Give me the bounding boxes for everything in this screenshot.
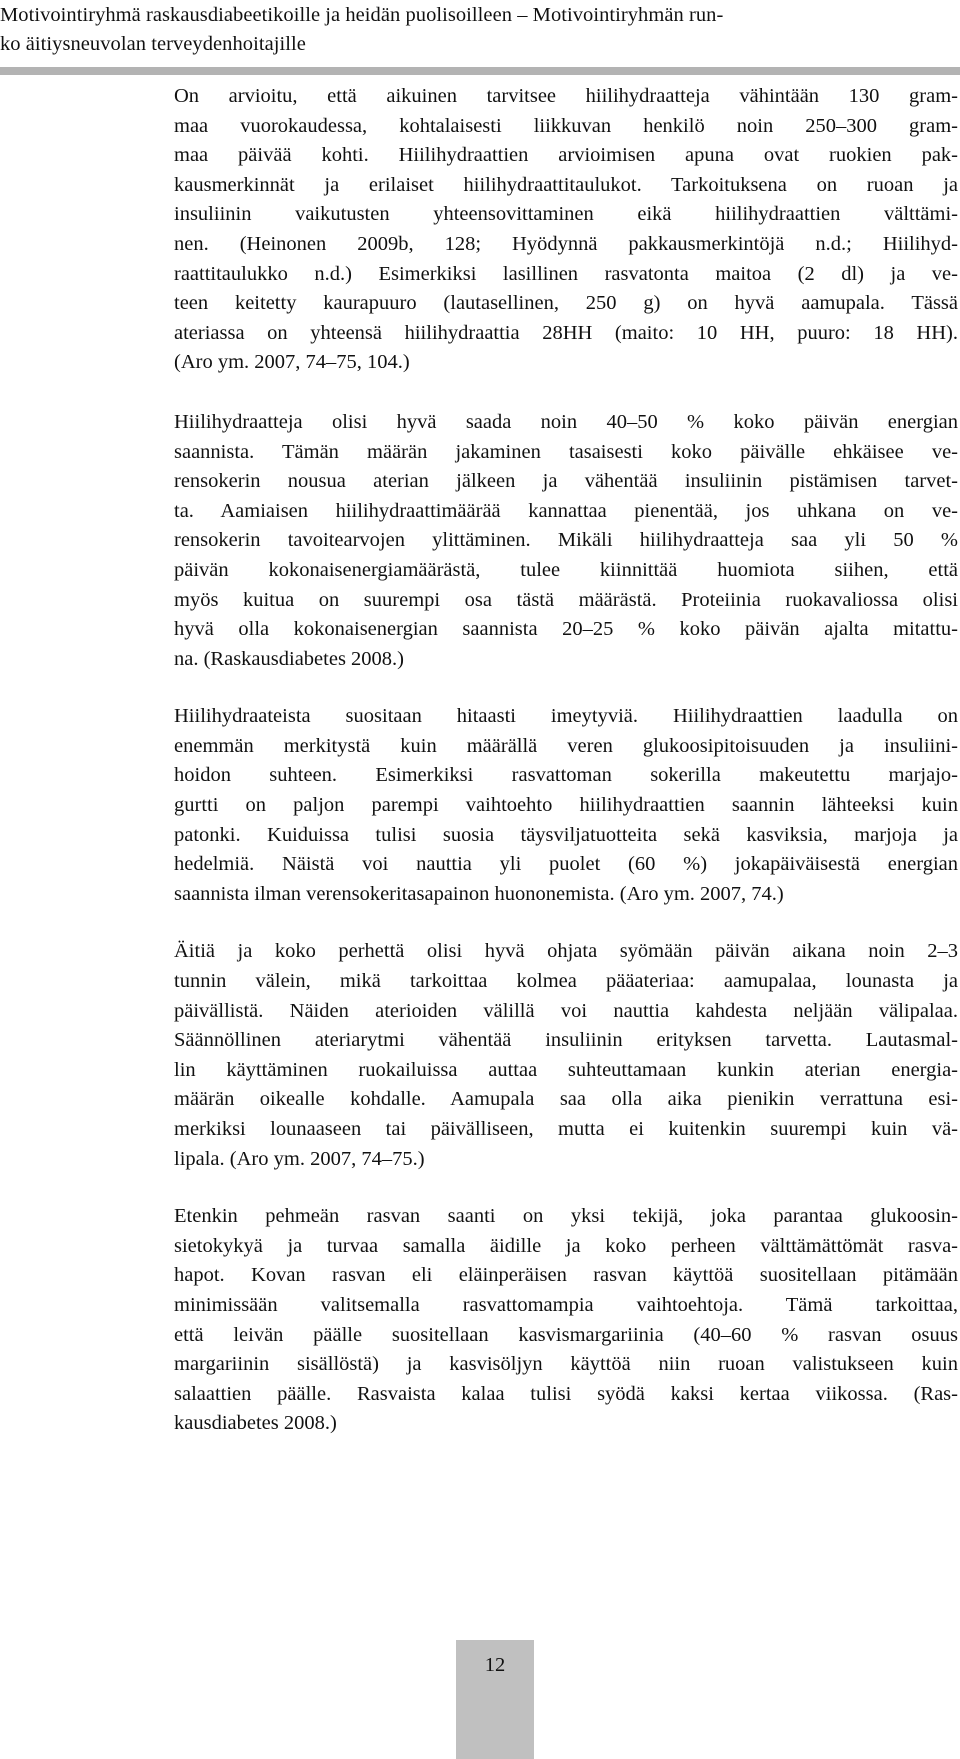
paragraph-line: myös kuitua on suurempi osa tästä määrästä. Proteiinia ruokavaliossa olisi [174,588,958,611]
paragraph-line: lipala. (Aro ym. 2007, 74–75.) [174,1147,425,1170]
paragraph-line: sietokykyä ja turvaa samalla äidille ja koko perheen välttämättömät rasva- [174,1234,958,1257]
paragraph-line: maa vuorokaudessa, kohtalaisesti liikkuvan henkilö noin 250–300 gram- [174,114,958,137]
paragraph-line: hedelmiä. Näistä voi nauttia yli puolet (60 %) jokapäiväisestä energian [174,853,958,876]
paragraph-line: margariinin sisällöstä) ja kasvisöljyn käyttöä niin ruoan valistukseen kuin [174,1353,958,1376]
paragraph-line: tunnin välein, mikä tarkoittaa kolmea pääateriaa: aamupalaa, lounasta ja [174,970,958,993]
paragraph [174,702,958,909]
paragraph-line: ta. Aamiaisen hiilihydraattimäärää kannattaa pienentää, jos uhkana on ve- [174,499,958,522]
paragraph-line: teen keitetty kaurapuuro (lautasellinen, 250 g) on hyvä aamupala. Tässä [174,292,958,315]
paragraph-line: rensokerin tavoitearvojen ylittäminen. Mikäli hiilihydraatteja saa yli 50 % [174,529,958,552]
paragraph-line: määrän oikealle kohdalle. Aamupala saa olla aika pienikin verrattuna esi- [174,1088,958,1111]
paragraph-line: (Aro ym. 2007, 74–75, 104.) [174,351,410,374]
paragraph-line: hoidon suhteen. Esimerkiksi rasvattoman sokerilla makeutettu marjajo- [174,764,958,787]
paragraph-line: hyvä olla kokonaisenergian saannista 20–25 % koko päivän ajalta mitattu- [174,618,958,641]
paragraph-line: Etenkin pehmeän rasvan saanti on yksi tekijä, joka parantaa glukoosin- [174,1205,958,1228]
paragraph [174,408,958,674]
paragraph-line: Äitiä ja koko perhettä olisi hyvä ohjata syömään päivän aikana noin 2–3 [174,940,958,963]
paragraph-line: rensokerin nousua aterian jälkeen ja vähentää insuliinin pistämisen tarvet- [174,470,958,493]
paragraph-line: hapot. Kovan rasvan eli eläinperäisen rasvan käyttöä suositellaan pitämään [174,1264,958,1287]
paragraph [174,937,958,1174]
paragraph-line: lin käyttäminen ruokailuissa auttaa suhteuttamaan kunkin aterian energia- [174,1058,958,1081]
paragraph-line: Hiilihydraateista suositaan hitaasti imeytyviä. Hiilihydraattien laadulla on [174,705,958,728]
header-rule [0,67,960,75]
paragraph-line: saannista. Tämän määrän jakaminen tasaisesti koko päivälle ehkäisee ve- [174,440,958,463]
paragraph-line: enemmän merkitystä kuin määrällä veren glukoosipitoisuuden ja insuliini- [174,734,958,757]
paragraph [174,82,958,378]
paragraph-line: päivän kokonaisenergiamäärästä, tulee kiinnittää huomiota siihen, että [174,558,958,581]
paragraph-line: Säännöllinen ateriarytmi vähentää insuliinin erityksen tarvetta. Lautasmal- [174,1029,958,1052]
paragraph-line: salaattien päälle. Rasvaista kalaa tulisi syödä kaksi kertaa viikossa. (Ras- [174,1382,958,1405]
paragraph-line: Hiilihydraatteja olisi hyvä saada noin 40–50 % koko päivän energian [174,410,958,433]
paragraph-line: kausdiabetes 2008.) [174,1412,337,1435]
paragraph-line: gurtti on paljon parempi vaihtoehto hiilihydraattien saannin lähteeksi kuin [174,794,958,817]
paragraph-line: päivällistä. Näiden aterioiden välillä voi nauttia kahdesta neljään välipalaa. [174,999,958,1022]
paragraph-line: minimissään valitsemalla rasvattomampia vaihtoehtoja. Tämä tarkoittaa, [174,1293,958,1316]
running-header [0,0,960,59]
paragraph-line: On arvioitu, että aikuinen tarvitsee hiilihydraatteja vähintään 130 gram- [174,85,958,107]
paragraph-line: merkiksi lounaaseen tai päivälliseen, mutta ei kuitenkin suurempi kuin vä- [174,1118,958,1140]
header-title-line-2: ko äitiysneuvolan terveydenhoitajille [0,33,306,55]
paragraph-line: raattitaulukko n.d.) Esimerkiksi lasillinen rasvatonta maitoa (2 dl) ja ve- [174,262,958,285]
paragraph-line: insuliinin vaikutusten yhteensovittaminen eikä hiilihydraattien välttämi- [174,203,958,226]
page-number: 12 [484,1654,506,1676]
page-number-box [456,1640,534,1759]
paragraph-line: kausmerkinnät ja erilaiset hiilihydraattitaulukot. Tarkoituksena on ruoan ja [174,173,958,196]
paragraph-line: patonki. Kuiduissa tulisi suosia täysviljatuotteita sekä kasviksia, marjoja ja [174,823,958,846]
paragraph-line: na. (Raskausdiabetes 2008.) [174,647,404,670]
body-text [174,82,958,1467]
paragraph [174,1202,958,1439]
header-title-line-1: Motivointiryhmä raskausdiabeetikoille ja heidän puolisoilleen – Motivointiryhmän run- [0,4,724,26]
paragraph-line: ateriassa on yhteensä hiilihydraattia 28HH (maito: 10 HH, puuro: 18 HH). [174,321,958,344]
paragraph-line: saannista ilman verensokeritasapainon huononemista. (Aro ym. 2007, 74.) [174,882,784,905]
paragraph-line: että leivän päälle suositellaan kasvismargariinia (40–60 % rasvan osuus [174,1323,958,1346]
paragraph-line: maa päivää kohti. Hiilihydraattien arvioimisen apuna ovat ruokien pak- [174,144,958,167]
paragraph-line: nen. (Heinonen 2009b, 128; Hyödynnä pakkausmerkintöjä n.d.; Hiilihyd- [174,232,958,255]
